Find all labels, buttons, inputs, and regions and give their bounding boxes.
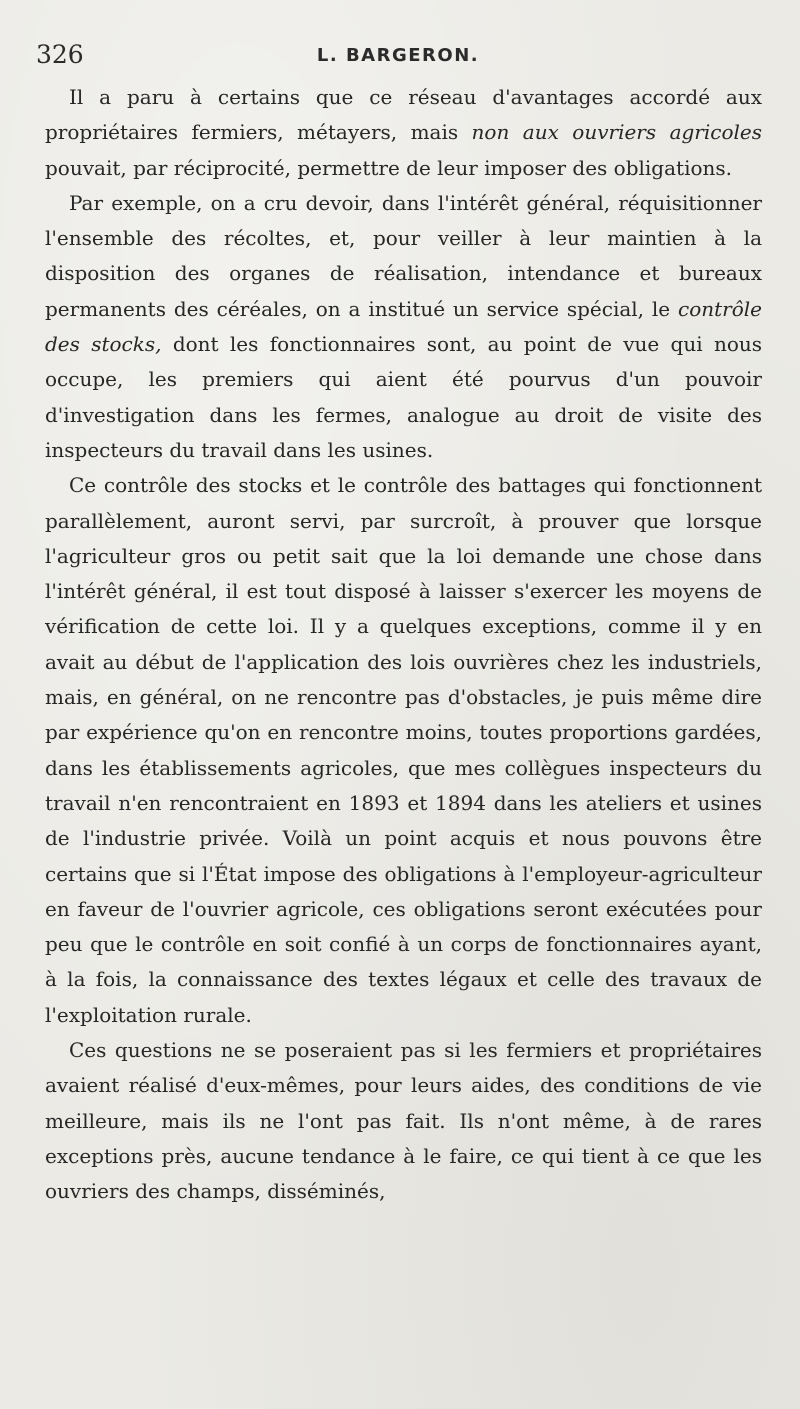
paragraph-1-emphasis: non aux ouvriers agricoles (471, 120, 762, 145)
paragraph-2 (45, 186, 762, 468)
paragraph-2-text: Par exemple, on a cru devoir, dans l'intérêt général, réquisitionner l'ensemble des récoltes, et, pour veiller à leur maintien à la disposition des organes de réalisation, intendance et bureaux permanents des céréales, on a institué un service spécial, le (45, 190, 762, 321)
page-number: 326 (36, 40, 84, 69)
paragraph-3-text: Ce contrôle des stocks et le contrôle des battages qui fonctionnent parallèlement, auront servi, par surcroît, à prouver que lorsque l'agriculteur gros ou petit sait que la loi demande une chose dans l'intérêt général, il est tout disposé à laisser s'exercer les moyens de vérification de cette loi. Il y a quelques exceptions, comme il y en avait au début de l'application des lois ouvrières chez les industriels, mais, en général, on ne rencontre pas d'obstacles, je puis même dire par expérience qu'on en rencontre moins, toutes proportions gardées, dans les établissements agricoles, que mes collègues inspecteurs du travail n'en rencontraient en 1893 et 1894 dans les ateliers et usines de l'industrie privée. Voilà un point acquis et nous pouvons être certains que si l'État impose des obligations à l'employeur-agriculteur en faveur de l'ouvrier agricole, ces obligations seront exécutées pour peu que le contrôle en soit confié à un corps de fonctionnaires ayant, à la fois, la connaissance des textes légaux et celle des travaux de l'exploitation rurale. (45, 473, 762, 1027)
paragraph-3 (45, 468, 762, 1033)
paragraph-4-text: Ces questions ne se poseraient pas si les fermiers et propriétaires avaient réalisé d'eux-mêmes, pour leurs aides, des conditions de vie meilleure, mais ils ne l'ont pas fait. Ils n'ont même, à de rares exceptions près, aucune tendance à le faire, ce qui tient à ce que les ouvriers des champs, disséminés, (45, 1038, 762, 1204)
running-head: L. BARGERON. (316, 45, 480, 66)
body-text (45, 80, 762, 1210)
paragraph-1-text-end: pouvait, par réciprocité, permettre de leur imposer des obligations. (45, 155, 733, 180)
paragraph-1-text: Il a paru à certains que ce réseau d'avantages accordé aux propriétaires fermiers, métayers, mais (45, 85, 762, 145)
page-header (36, 40, 760, 76)
paragraph-2-emphasis: contrôle des stocks, (45, 296, 762, 357)
paragraph-2-text-end: dont les fonctionnaires sont, au point de vue qui nous occupe, les premiers qui aient été pourvus d'un pouvoir d'investigation dans les fermes, analogue au droit de visite des inspecteurs du travail dans les usines. (45, 332, 763, 462)
paragraph-4 (45, 1033, 762, 1209)
paragraph-1 (45, 80, 762, 186)
